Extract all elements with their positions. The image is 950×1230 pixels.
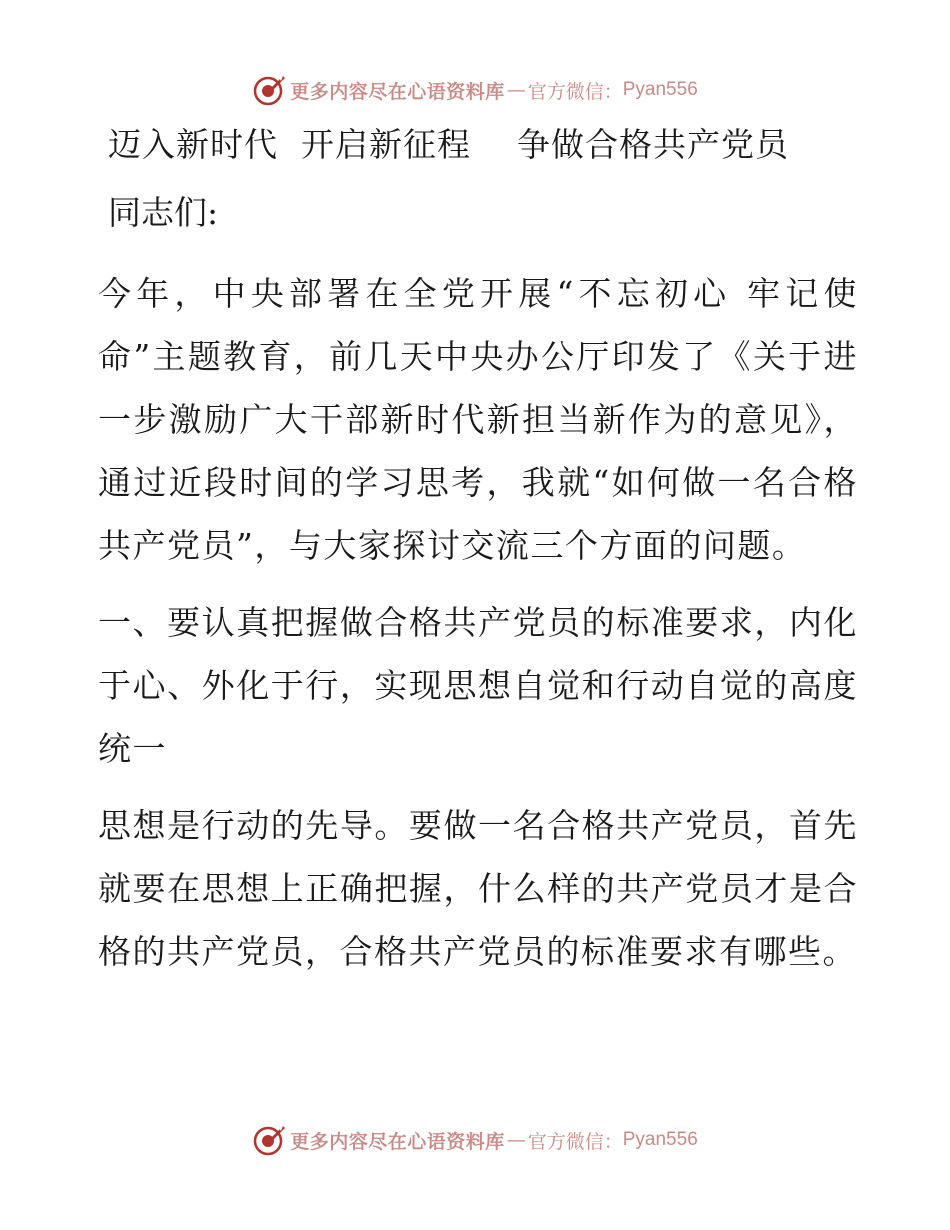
footer-watermark-banner <box>0 1120 950 1160</box>
header-wechat-handle: Pyan556 <box>622 79 698 100</box>
salutation: 同志们: <box>108 193 219 232</box>
header-brand-text: 更多内容尽在心语资料库 <box>290 80 505 103</box>
document-body <box>98 120 858 997</box>
quill-logo-icon <box>252 73 286 107</box>
header-watermark-banner <box>0 70 950 110</box>
paragraph-intro: 今年，中央部署在全党开展“不忘初心 牢记使命”主题教育，前几天中央办公厅印发了《关于进一步激励广大干部新时代新担当新作为的意见》，通过近段时间的学习思考，我就“如何做一名合格共产党员”，与大家探讨交流三个方面的问题。 <box>98 274 858 565</box>
footer-official-label: 官方微信： <box>527 1130 623 1153</box>
document-title: 迈入新时代 开启新征程 争做合格共产党员 <box>108 125 789 164</box>
quill-logo-icon <box>252 1123 286 1157</box>
footer-wechat-handle: Pyan556 <box>622 1129 698 1150</box>
footer-brand-text: 更多内容尽在心语资料库 <box>290 1130 505 1153</box>
paragraph-body: 思想是行动的先导。要做一名合格共产党员，首先就要在思想上正确把握，什么样的共产党员才是合格的共产党员，合格共产党员的标准要求有哪些。 <box>98 806 858 971</box>
footer-dash: — <box>506 1129 526 1151</box>
header-official-label: 官方微信： <box>527 80 623 103</box>
paragraph-section-heading: 一、要认真把握做合格共产党员的标准要求，内化于心、外化于行，实现思想自觉和行动自觉的高度统一 <box>98 603 858 768</box>
header-dash: — <box>506 79 526 101</box>
